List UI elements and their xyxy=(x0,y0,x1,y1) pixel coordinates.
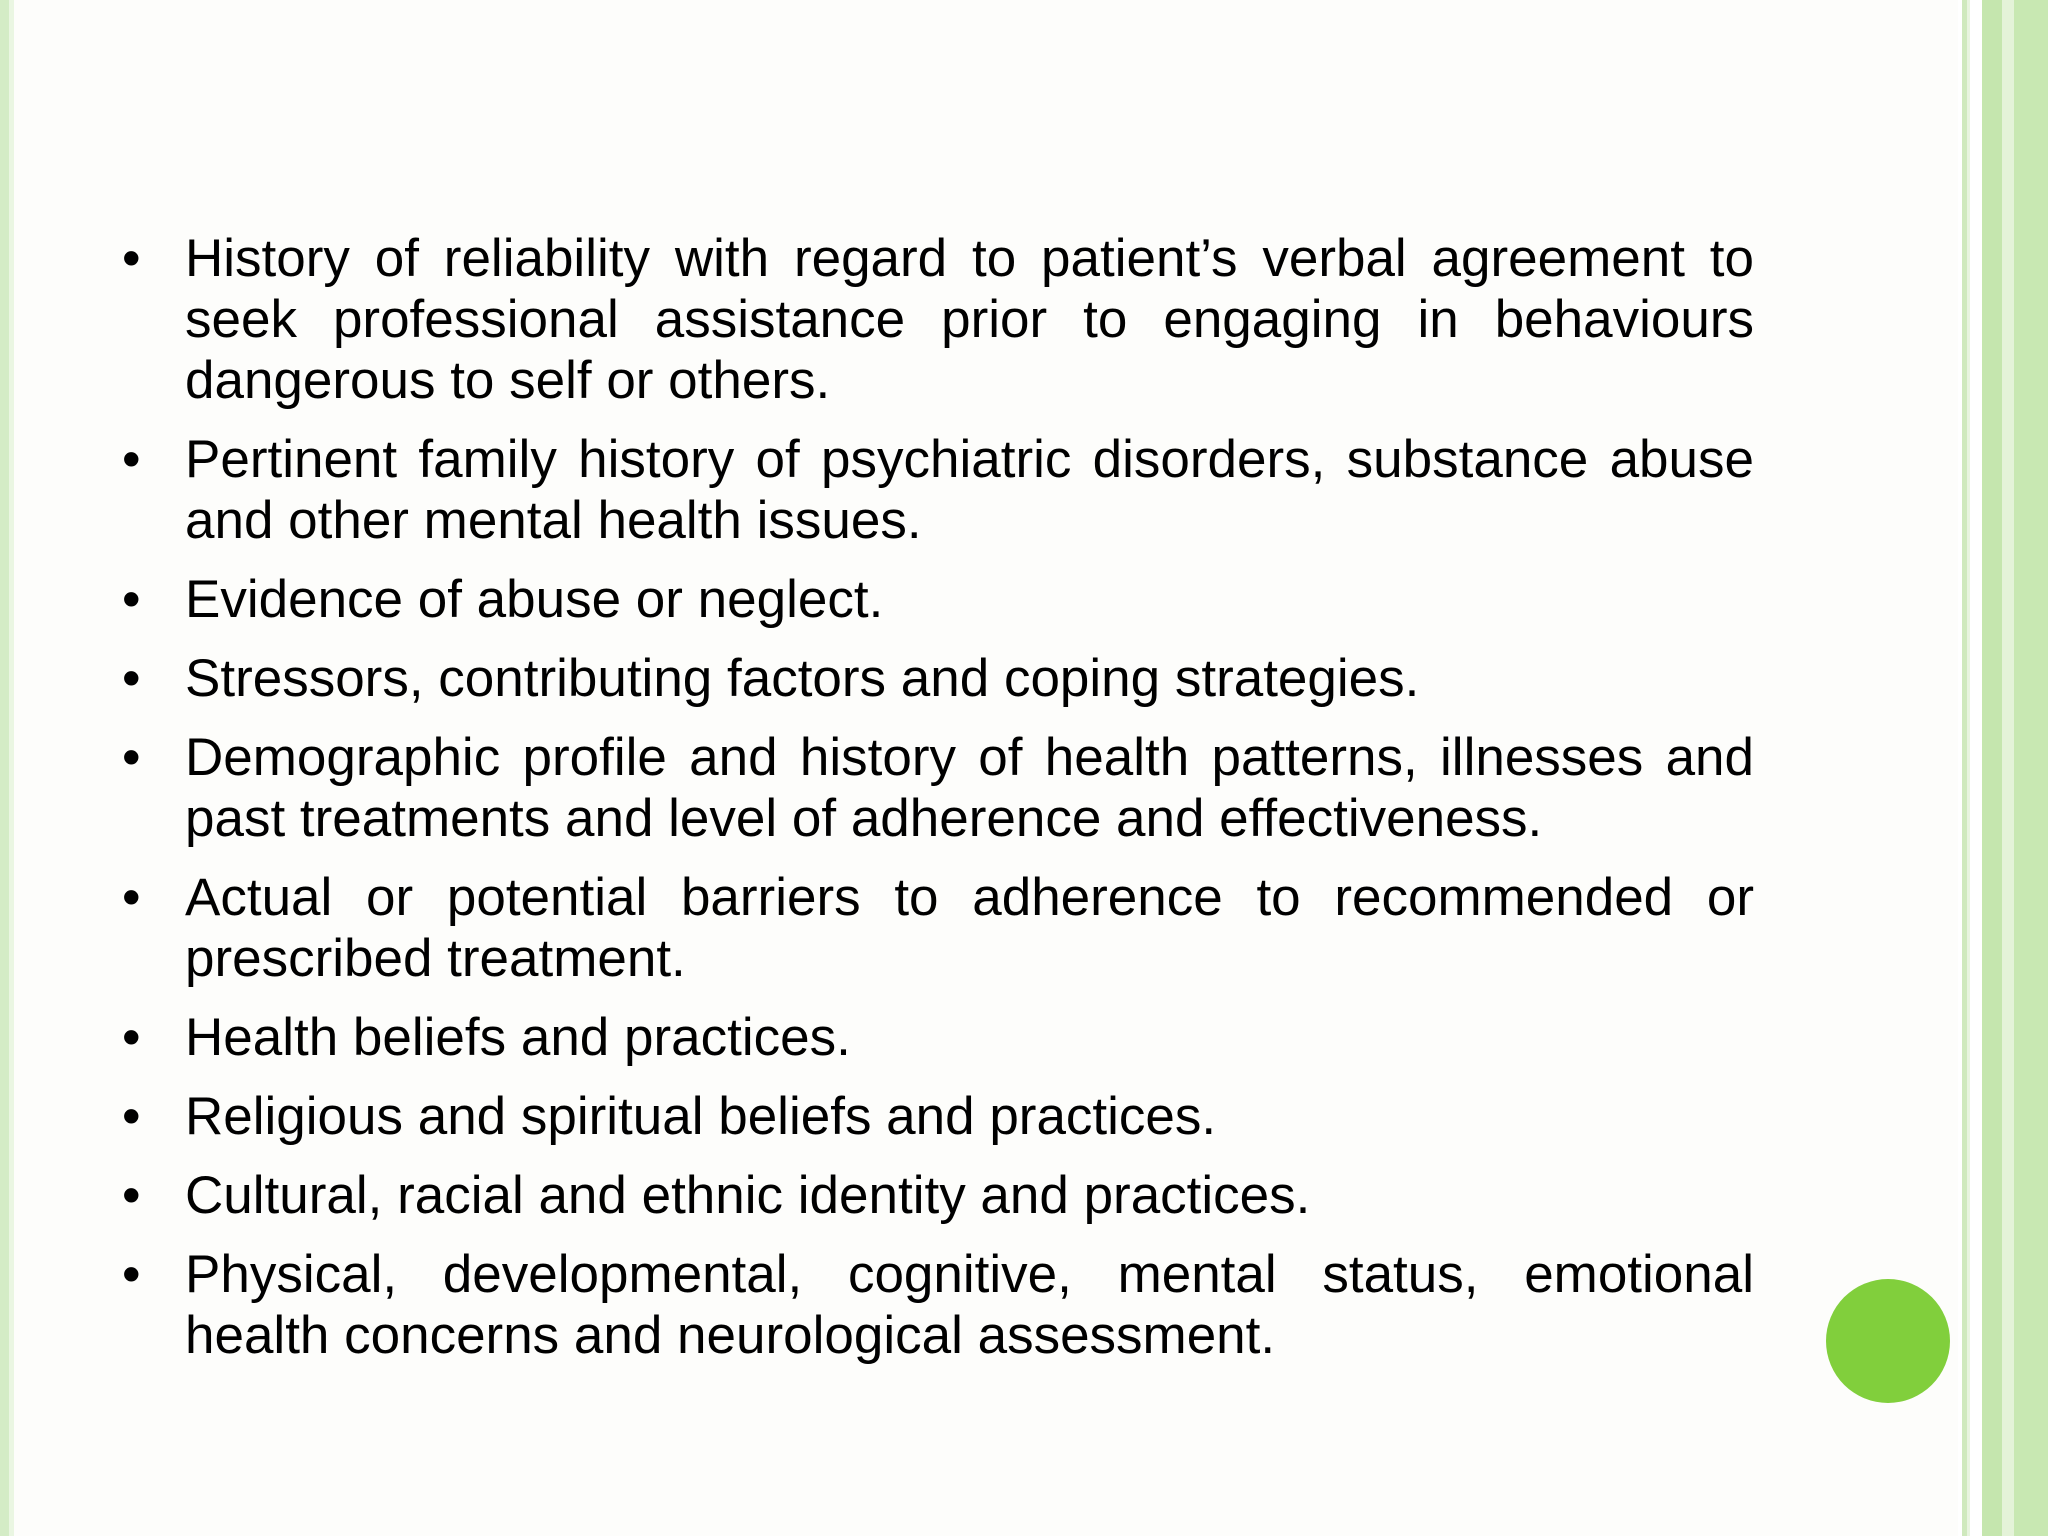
right-border-stripe-3 xyxy=(1982,0,2002,1536)
bullet-item: • Religious and spiritual beliefs and practices. xyxy=(122,1086,1754,1147)
left-border-stripe xyxy=(0,0,9,1536)
bullet-item: • History of reliability with regard to patient’s verbal agreement to seek professional assistance prior to engaging in behaviours dangerous to self or others. xyxy=(122,228,1754,411)
green-circle-decoration xyxy=(1826,1279,1950,1403)
bullet-item: • Evidence of abuse or neglect. xyxy=(122,569,1754,630)
bullet-item: • Cultural, racial and ethnic identity and practices. xyxy=(122,1165,1754,1226)
right-border-stripe-5 xyxy=(2014,0,2048,1536)
right-border-stripe-2 xyxy=(1967,0,1970,1536)
bullet-item: • Physical, developmental, cognitive, mental status, emotional health concerns and neurological assessment. xyxy=(122,1244,1754,1366)
bullet-list xyxy=(122,228,1754,1366)
bullet-item: • Actual or potential barriers to adherence to recommended or prescribed treatment. xyxy=(122,867,1754,989)
slide-content xyxy=(122,228,1754,1384)
bullet-item: • Stressors, contributing factors and coping strategies. xyxy=(122,648,1754,709)
bullet-item: • Demographic profile and history of health patterns, illnesses and past treatments and level of adherence and effectiveness. xyxy=(122,727,1754,849)
left-border-inner-stripe xyxy=(9,0,14,1536)
bullet-item: • Pertinent family history of psychiatric disorders, substance abuse and other mental health issues. xyxy=(122,429,1754,551)
bullet-item: • Health beliefs and practices. xyxy=(122,1007,1754,1068)
right-border-stripe-4 xyxy=(2002,0,2014,1536)
